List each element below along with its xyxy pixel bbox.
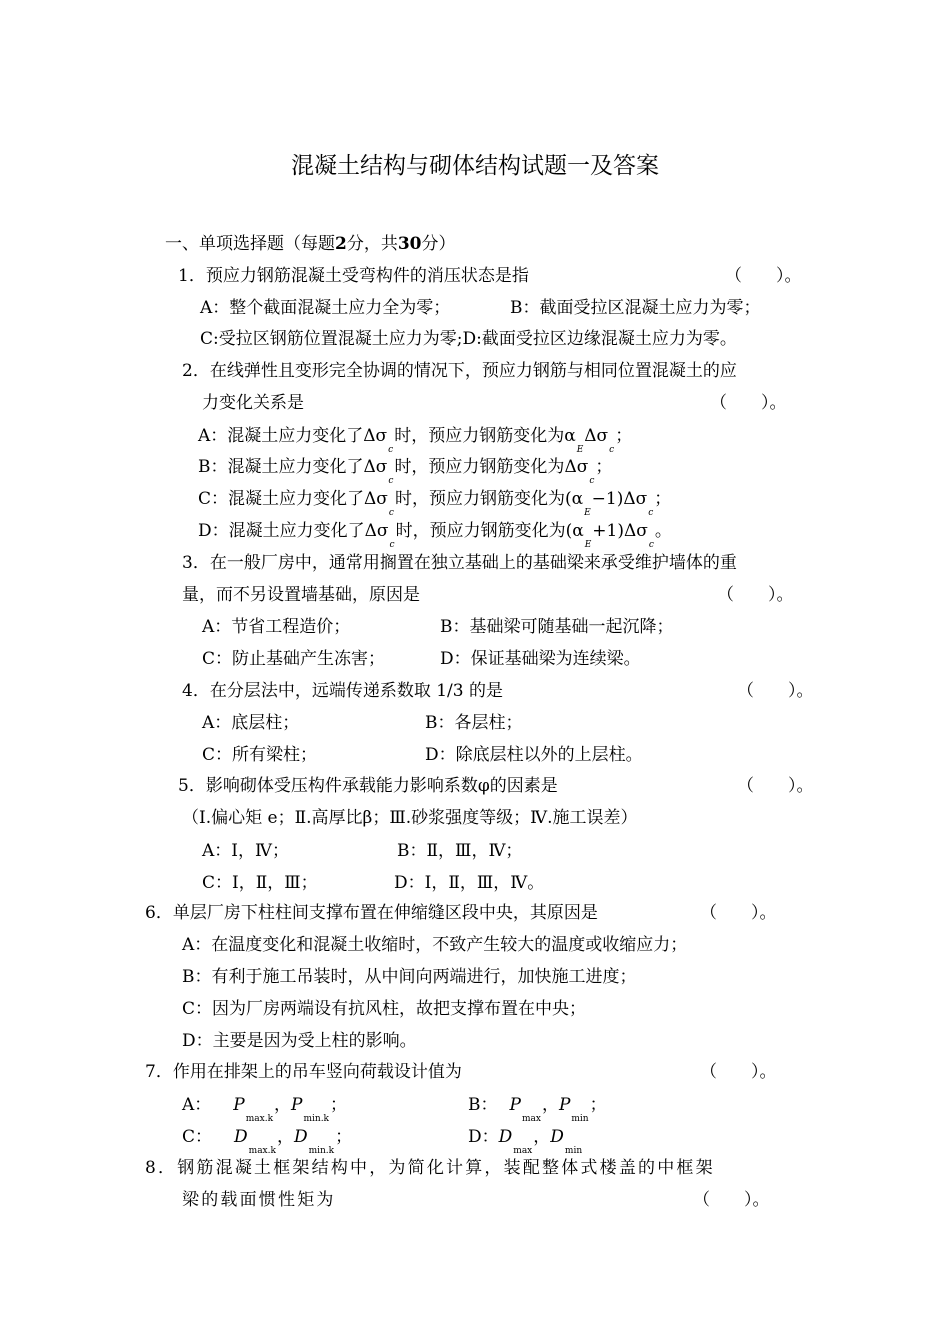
q7-option-b	[468, 1095, 607, 1124]
subscript: max	[521, 1114, 541, 1124]
q4-stem: 4．在分层法中，远端传递系数取 1/3 的是	[182, 681, 503, 701]
delta-sigma: Δσ	[364, 489, 388, 509]
punctuation: ；	[330, 1095, 348, 1115]
option-letter: B：	[468, 1095, 498, 1115]
q4-answer-blank: （ ）。	[737, 681, 814, 701]
punctuation: ；	[654, 489, 672, 509]
q3-option-a: A：节省工程造价；	[202, 617, 351, 637]
q6-stem: 6．单层厂房下柱柱间支撑布置在伸缩缝区段中央，其原因是	[145, 903, 598, 923]
expression: −1)	[591, 489, 624, 509]
q5-stem: 5．影响砌体受压构件承载能力影响系数φ的因素是	[178, 776, 558, 796]
symbol-d: D	[498, 1127, 513, 1147]
q1-option-b: B：截面受拉区混凝土应力为零；	[510, 298, 761, 318]
q3-option-b: B：基础梁可随基础一起沉降；	[440, 617, 674, 637]
q5-option-b: B：Ⅱ，Ⅲ，Ⅳ；	[397, 841, 523, 861]
paren: (	[565, 521, 573, 541]
option-text: 混凝土应力变化了	[227, 426, 364, 446]
q6-option-c: C：因为厂房两端设有抗风柱，故把支撑布置在中央；	[182, 999, 587, 1019]
q5-option-d: D：Ⅰ，Ⅱ，Ⅲ，Ⅳ。	[394, 873, 545, 893]
q4-option-b: B：各层柱；	[425, 713, 523, 733]
q7-stem: 7．作用在排架上的吊车竖向荷载设计值为	[145, 1062, 462, 1082]
delta-sigma: Δσ	[364, 521, 389, 541]
option-text: 时，预应力钢筋变化为	[394, 489, 565, 509]
section-heading-end: 分）	[421, 234, 456, 254]
symbol-d: D	[293, 1127, 308, 1147]
subscript: c	[388, 476, 394, 486]
symbol-p: P	[509, 1095, 521, 1115]
punctuation: ，	[276, 1127, 294, 1147]
q2-option-b	[198, 457, 613, 486]
q3-option-c: C：防止基础产生冻害；	[202, 649, 386, 669]
punctuation: ；	[595, 457, 613, 477]
subscript: c	[389, 540, 395, 550]
subscript: max	[513, 1146, 533, 1156]
document-title: 混凝土结构与砌体结构试题一及答案	[291, 153, 659, 179]
punctuation: ；	[615, 426, 633, 446]
delta-sigma: Δσ	[363, 457, 388, 477]
punctuation: ，	[274, 1095, 292, 1115]
subscript: E	[576, 445, 584, 455]
subscript: min.k	[303, 1114, 330, 1124]
q5-option-c: C：Ⅰ，Ⅱ，Ⅲ；	[202, 873, 318, 893]
q3-answer-blank: （ ）。	[717, 585, 794, 605]
option-text: 时，预应力钢筋变化为	[394, 457, 565, 477]
subscript: max.k	[248, 1146, 276, 1156]
delta-sigma: Δσ	[623, 521, 648, 541]
q6-option-b: B：有利于施工吊装时，从中间向两端进行，加快施工进度；	[182, 967, 637, 987]
option-text: 时，预应力钢筋变化为	[395, 521, 566, 541]
symbol-p: P	[558, 1095, 571, 1115]
symbol-p: P	[291, 1095, 303, 1115]
q7-answer-blank: （ ）。	[700, 1062, 777, 1082]
q7-option-d	[468, 1127, 583, 1156]
q7-option-c	[182, 1127, 353, 1156]
q3-stem-line2: 量，而不另设置墙基础，原因是	[182, 585, 420, 605]
q8-stem-line1: 8．钢筋混凝土框架结构中，为简化计算，装配整体式楼盖的中框架	[145, 1158, 715, 1178]
delta-sigma: Δσ	[584, 426, 609, 446]
subscript: c	[589, 476, 595, 486]
subscript: c	[388, 508, 394, 518]
subscript: min	[571, 1114, 589, 1124]
section-heading	[165, 234, 456, 254]
subscript: E	[584, 508, 591, 518]
punctuation: ，	[541, 1095, 559, 1115]
option-letter: A：	[198, 426, 228, 446]
punctuation: ；	[335, 1127, 353, 1147]
subscript: max.k	[245, 1114, 274, 1124]
q2-option-a	[198, 426, 633, 455]
alpha: α	[572, 521, 584, 541]
q3-option-d: D：保证基础梁为连续梁。	[440, 649, 641, 669]
q2-option-c	[198, 489, 672, 518]
subscript: c	[388, 445, 394, 455]
q5-answer-blank: （ ）。	[737, 776, 814, 796]
q1-stem: 1．预应力钢筋混凝土受弯构件的消压状态是指	[178, 266, 529, 286]
q5-factors: （Ⅰ.偏心矩 e；Ⅱ.高厚比β；Ⅲ.砂浆强度等级；Ⅳ.施工误差）	[182, 808, 638, 828]
q3-stem-line1: 3．在一般厂房中，通常用搁置在独立基础上的基础梁来承受维护墙体的重	[182, 553, 737, 573]
q1-options-cd: C:受拉区钢筋位置混凝土应力为零;D:截面受拉区边缘混凝土应力为零。	[200, 329, 737, 349]
subscript: c	[648, 508, 654, 518]
option-text: 混凝土应力变化了	[228, 521, 365, 541]
q4-option-c: C：所有梁柱；	[202, 745, 318, 765]
points-each: 2	[335, 234, 347, 254]
q1-answer-blank: （ ）。	[725, 266, 802, 286]
subscript: E	[584, 540, 592, 550]
option-letter: D：	[468, 1127, 499, 1147]
punctuation: ，	[533, 1127, 551, 1147]
q6-answer-blank: （ ）。	[700, 903, 777, 923]
delta-sigma: Δσ	[363, 426, 388, 446]
option-letter: B：	[198, 457, 228, 477]
subscript: c	[609, 445, 615, 455]
subscript: c	[648, 540, 654, 550]
subscript: min	[564, 1146, 583, 1156]
punctuation: ；	[589, 1095, 607, 1115]
q8-stem-line2: 梁的载面惯性矩为	[182, 1190, 336, 1210]
q7-option-a	[182, 1095, 348, 1124]
option-text: 时，预应力钢筋变化为	[394, 426, 565, 446]
q2-answer-blank: （ ）。	[710, 393, 787, 413]
punctuation: 。	[654, 521, 672, 541]
section-heading-text: 一、单项选择题（每题	[165, 234, 335, 254]
symbol-d: D	[550, 1127, 564, 1147]
paren: (	[564, 489, 572, 509]
q2-option-d	[198, 521, 672, 550]
q5-option-a: A：Ⅰ，Ⅳ；	[202, 841, 289, 861]
section-heading-mid: 分，共	[346, 234, 398, 254]
subscript: min.k	[308, 1146, 335, 1156]
q6-option-a: A：在温度变化和混凝土收缩时，不致产生较大的温度或收缩应力；	[182, 935, 688, 955]
delta-sigma: Δσ	[623, 489, 648, 509]
expression: +1)	[592, 521, 624, 541]
points-total: 30	[397, 234, 422, 254]
symbol-d: D	[234, 1127, 248, 1147]
delta-sigma: Δσ	[564, 457, 589, 477]
q4-option-d: D：除底层柱以外的上层柱。	[425, 745, 643, 765]
q6-option-d: D：主要是因为受上柱的影响。	[182, 1031, 417, 1051]
symbol-p: P	[233, 1095, 245, 1115]
option-text: 混凝土应力变化了	[227, 457, 364, 477]
option-letter: A：	[182, 1095, 212, 1115]
q2-stem-line1: 2．在线弹性且变形完全协调的情况下，预应力钢筋与相同位置混凝土的应	[182, 361, 737, 381]
q8-answer-blank: （ ）。	[693, 1190, 770, 1210]
alpha: α	[564, 426, 576, 446]
alpha: α	[571, 489, 584, 509]
q1-option-a: A：整个截面混凝土应力全为零；	[200, 298, 451, 318]
q2-stem-line2: 力变化关系是	[202, 393, 304, 413]
option-text: 混凝土应力变化了	[228, 489, 365, 509]
option-letter: D：	[198, 521, 229, 541]
option-letter: C：	[198, 489, 229, 509]
q4-option-a: A：底层柱；	[202, 713, 300, 733]
option-letter: C：	[182, 1127, 213, 1147]
